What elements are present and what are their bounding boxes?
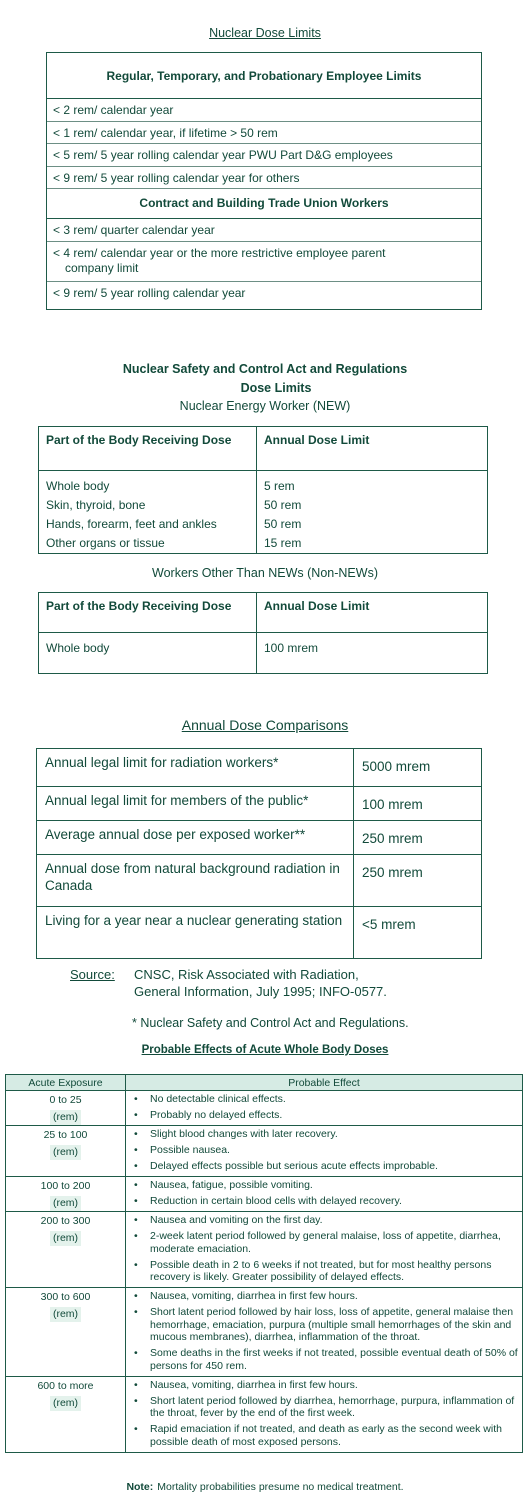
body-part-cell: Whole body: [39, 471, 257, 497]
comparison-label: Annual legal limit for members of the public*: [37, 787, 354, 821]
effect-item: • Delayed effects possible but serious acute effects improbable.: [132, 1159, 518, 1175]
exposure-cell: [6, 1288, 126, 1377]
exposure-range: 0 to 25: [49, 1094, 82, 1106]
new-subtitle: Nuclear Energy Worker (NEW): [179, 399, 351, 413]
exposure-cell: [6, 1376, 126, 1452]
table-header-row: [6, 1075, 523, 1091]
contract-limit-item: < 9 rem/ 5 year rolling calendar year: [53, 285, 246, 300]
exposure-unit: (rem): [50, 1145, 81, 1160]
regular-limit-item: < 2 rem/ calendar year: [47, 99, 481, 122]
contract-limit-text: < 4 rem/ calendar year or the more restrictive employee parent: [53, 245, 386, 260]
comparison-label: Living for a year near a nuclear generating station: [37, 907, 354, 959]
acute-effects-title: Probable Effects of Acute Whole Body Doses: [141, 1044, 389, 1056]
effect-item: • No detectable clinical effects.: [132, 1092, 518, 1108]
body-part-header: Part of the Body Receiving Dose: [39, 427, 257, 471]
exposure-cell: [6, 1177, 126, 1212]
comparison-label: Annual legal limit for radiation workers*: [37, 749, 354, 787]
effects-cell: [126, 1288, 523, 1377]
acute-effects-table: [5, 1074, 523, 1453]
body-part-header: Part of the Body Receiving Dose: [39, 593, 257, 633]
new-dose-limits-table: [38, 426, 488, 554]
table-header-row: [39, 427, 488, 471]
non-new-subtitle: Workers Other Than NEWs (Non-NEWs): [152, 566, 378, 580]
exposure-unit: (rem): [50, 1196, 81, 1211]
source-citation: [70, 966, 387, 1000]
body-part-cell: Hands, forearm, feet and ankles: [39, 515, 257, 534]
exposure-range: 25 to 100: [43, 1129, 88, 1141]
table-row: [39, 515, 488, 534]
body-part-cell: Skin, thyroid, bone: [39, 496, 257, 515]
table-row: [37, 749, 482, 787]
exposure-range: 100 to 200: [40, 1180, 91, 1192]
table-row: [6, 1177, 523, 1212]
note-label: Note:: [126, 1481, 154, 1493]
exposure-unit: (rem): [50, 1307, 81, 1322]
effects-cell: [126, 1177, 523, 1212]
effect-item: • Some deaths in the first weeks if not treated, possible eventual death of 50% of persons for 450 rem.: [132, 1346, 518, 1375]
dose-limits-subtitle: Dose Limits: [240, 381, 312, 395]
exposure-unit: (rem): [50, 1110, 81, 1125]
body-part-cell: Whole body: [39, 633, 257, 674]
exposure-range: 300 to 600: [40, 1291, 91, 1303]
table-row: [6, 1212, 523, 1288]
contract-limit-text-continued: company limit: [65, 260, 139, 275]
table-row: [39, 496, 488, 515]
note-text: Mortality probabilities presume no medical treatment.: [157, 1481, 404, 1493]
dose-limits-box: [46, 52, 482, 310]
exposure-unit: (rem): [50, 1396, 81, 1411]
comparison-value: <5 mrem: [354, 907, 482, 959]
table-row: [37, 821, 482, 855]
effect-item: • Short latent period followed by diarrhea, hemorrhage, purpura, inflammation of the throat, fever by the end of the first week.: [132, 1394, 518, 1423]
effects-cell: [126, 1212, 523, 1288]
table-row: [6, 1288, 523, 1377]
effects-cell: [126, 1126, 523, 1177]
acute-exposure-header: Acute Exposure: [6, 1075, 126, 1091]
limit-cell: 50 rem: [264, 498, 302, 512]
effect-item: • Probably no delayed effects.: [132, 1108, 518, 1124]
effect-item: • Nausea, vomiting, diarrhea in first few hours.: [132, 1378, 518, 1394]
limit-cell: 5 rem: [264, 479, 295, 493]
exposure-cell: [6, 1091, 126, 1126]
exposure-unit: (rem): [50, 1231, 81, 1246]
table-row: [6, 1376, 523, 1452]
non-new-dose-limits-table: [38, 592, 488, 674]
mortality-note: [0, 1481, 530, 1493]
table-row: [39, 534, 488, 554]
effect-item: • Short latent period followed by hair loss, loss of appetite, general malaise then hemorrhage, emaciation, purpura (multiple small hemorrhages of the skin and mucous membranes), diarrhea, inflammation of the throat.: [132, 1305, 518, 1346]
effects-cell: [126, 1376, 523, 1452]
source-label: Source:: [70, 967, 115, 982]
effect-item: • Reduction in certain blood cells with delayed recovery.: [132, 1194, 518, 1210]
body-part-cell: Other organs or tissue: [39, 534, 257, 554]
effect-item: • Nausea, fatigue, possible vomiting.: [132, 1178, 518, 1194]
limit-cell: 15 rem: [264, 536, 302, 550]
table-row: [39, 633, 488, 674]
table-row: [39, 471, 488, 497]
limit-cell: 50 rem: [264, 517, 302, 531]
source-line: General Information, July 1995; INFO-0577.: [134, 984, 387, 999]
effect-item: • Nausea, vomiting, diarrhea in first few hours.: [132, 1289, 518, 1305]
annual-limit-header: Annual Dose Limit: [257, 593, 488, 633]
effect-item: • 2-week latent period followed by general malaise, loss of appetite, diarrhea, moderate emaciation.: [132, 1229, 518, 1258]
comparison-label: Average annual dose per exposed worker**: [37, 821, 354, 855]
nsca-title: Nuclear Safety and Control Act and Regulations: [122, 362, 408, 376]
effect-item: • Possible death in 2 to 6 weeks if not treated, but for most healthy persons recovery is likely. Greater possibility of delayed effects.: [132, 1258, 518, 1287]
nuclear-dose-limits-title: Nuclear Dose Limits: [209, 26, 321, 40]
effect-item: • Possible nausea.: [132, 1143, 518, 1159]
exposure-cell: [6, 1212, 126, 1288]
annual-limit-header: Annual Dose Limit: [257, 427, 488, 471]
table-row: [37, 855, 482, 907]
probable-effect-header: Probable Effect: [126, 1075, 523, 1091]
regular-employee-header: Regular, Temporary, and Probationary Employee Limits: [47, 53, 481, 99]
limit-cell: 100 mrem: [264, 641, 319, 655]
exposure-range: 600 to more: [37, 1379, 94, 1392]
effect-item: • Rapid emaciation if not treated, and death as early as the second week with possible death of most exposed persons.: [132, 1422, 518, 1451]
table-header-row: [39, 593, 488, 633]
effects-cell: [126, 1091, 523, 1126]
regular-limit-item: < 9 rem/ 5 year rolling calendar year for others: [47, 167, 481, 190]
comparison-value: 100 mrem: [354, 787, 482, 821]
table-row: [6, 1091, 523, 1126]
comparison-value: 250 mrem: [354, 855, 482, 907]
footnote: * Nuclear Safety and Control Act and Regulations.: [132, 1016, 409, 1030]
effect-item: • Nausea and vomiting on the first day.: [132, 1213, 518, 1229]
annual-dose-comparisons-title: Annual Dose Comparisons: [181, 717, 349, 733]
source-line: CNSC, Risk Associated with Radiation,: [134, 967, 359, 982]
comparison-value: 5000 mrem: [354, 749, 482, 787]
regular-limit-item: < 1 rem/ calendar year, if lifetime > 50 rem: [47, 122, 481, 145]
contract-limit-item: [47, 242, 481, 282]
regular-limit-item: < 5 rem/ 5 year rolling calendar year PWU Part D&G employees: [47, 144, 481, 167]
comparison-value: 250 mrem: [354, 821, 482, 855]
dose-comparison-table: [36, 748, 482, 959]
comparison-label: Annual dose from natural background radiation in Canada: [37, 855, 354, 907]
effect-item: • Slight blood changes with later recovery.: [132, 1127, 518, 1143]
exposure-cell: [6, 1126, 126, 1177]
contract-limit-item: < 3 rem/ quarter calendar year: [47, 219, 481, 242]
table-row: [37, 787, 482, 821]
exposure-range: 200 to 300: [40, 1215, 91, 1227]
table-row: [37, 907, 482, 959]
table-row: [6, 1126, 523, 1177]
contract-workers-header: Contract and Building Trade Union Workers: [47, 189, 481, 219]
